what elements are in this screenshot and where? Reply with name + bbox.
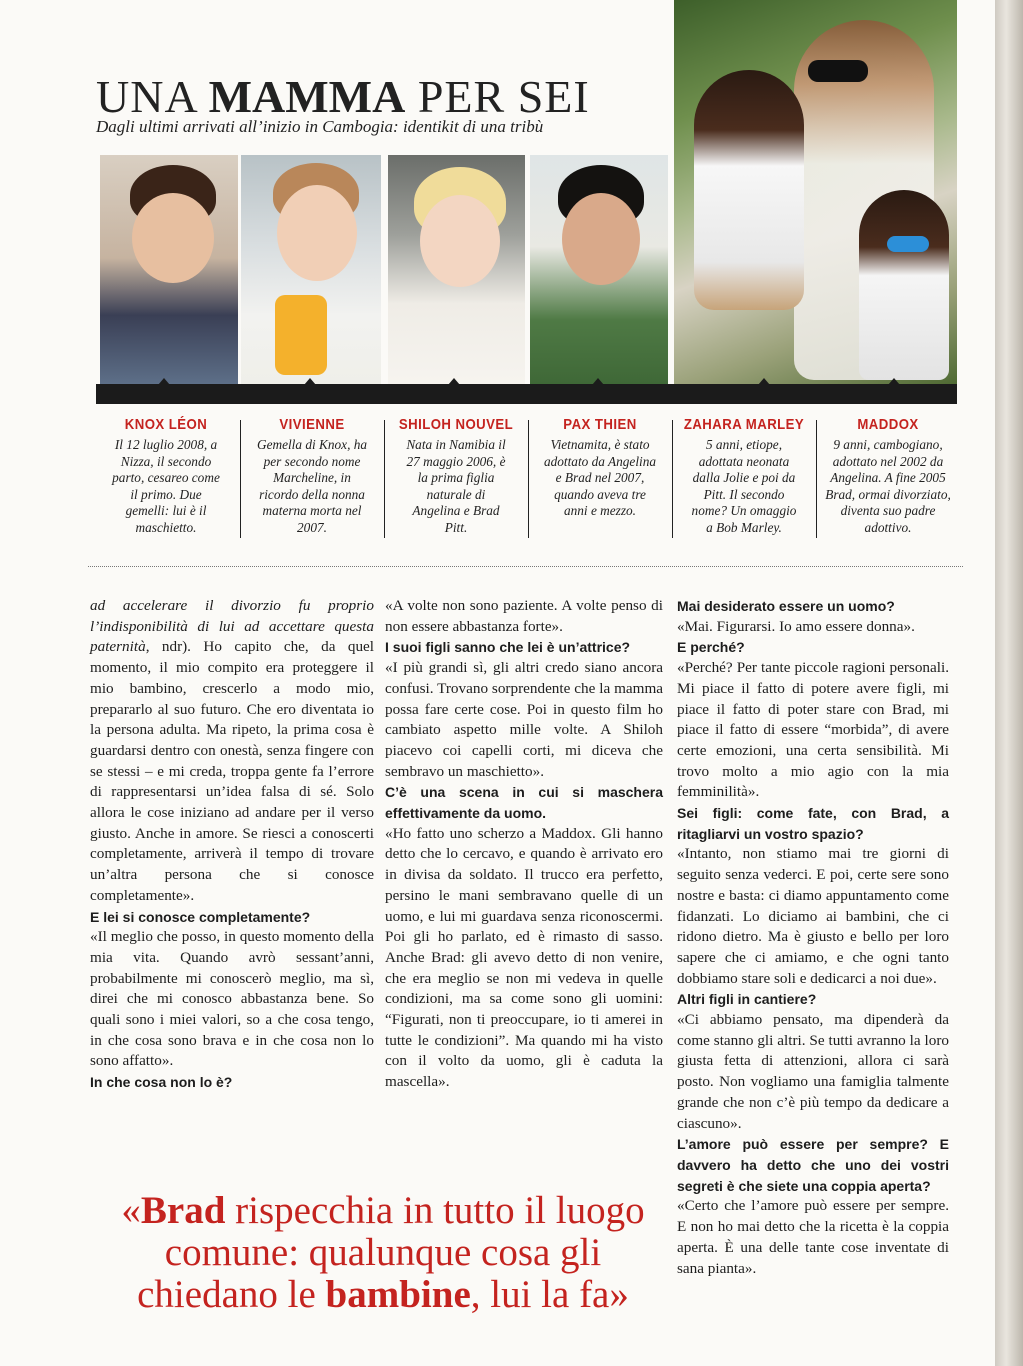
pointer-icon bbox=[888, 378, 900, 385]
page-subtitle: Dagli ultimi arrivati all’inizio in Cambogia: identikit di una tribù bbox=[96, 117, 544, 136]
caption-name: PAX THIEN bbox=[563, 416, 637, 433]
caption-pax bbox=[530, 416, 670, 520]
paragraph: «Perché? Per tante piccole ragioni personali. Mi piace il fatto di potere avere figli, mi piace il fatto di poter stare con Brad, mi piace il fatto di essere “morbida”, di avere certe emozioni, una certa sensibilità. Mi trovo molto a mio agio con la mia femminilità». bbox=[677, 659, 949, 801]
caption-text: Il 12 luglio 2008, a Nizza, il secondo parto, cesareo come il primo. Due gemelli: lui è il maschietto. bbox=[112, 437, 220, 535]
paragraph: «Ci abbiamo pensato, ma dipenderà da come stanno gli altri. Se tutti avranno la loro giusta fetta di attenzioni, allora ci sarà posto. Non vogliamo una famiglia talmente grande che non c’è più tempo da dedicare a ciascuno». bbox=[677, 1011, 949, 1132]
interview-question: Mai desiderato essere un uomo? bbox=[677, 598, 895, 614]
photo-knox bbox=[100, 155, 238, 384]
caption-text: 5 anni, etiope, adottata neonata dalla Jolie e poi da Pitt. Il secondo nome? Un omaggio a Bob Marley. bbox=[691, 437, 797, 535]
caption-text: 9 anni, cambogiano, adottato nel 2002 da Angelina. A fine 2005 Brad, ormai divorziato, diventa suo padre adottivo. bbox=[825, 437, 951, 535]
caption-text: Gemella di Knox, ha per secondo nome Marcheline, in ricordo della nonna materna morta nel 2007. bbox=[256, 437, 368, 535]
interview-question: In che cosa non lo è? bbox=[90, 1074, 233, 1091]
photo-angelina-zahara-maddox bbox=[674, 0, 957, 384]
paragraph: «Intanto, non stiamo mai tre giorni di seguito senza vederci. E poi, certe sere sono nostre e basta: ci diamo appuntamento come fidanzati. Lo diciamo ai bambini, che ci ridono dietro. Ma è giusto e bello per loro sapere che ci amiamo, e che ogni tanto dobbiamo stare soli e dedicarci a noi due». bbox=[677, 845, 949, 987]
pointer-icon bbox=[158, 378, 170, 385]
divider bbox=[240, 420, 241, 538]
page-title: UNA MAMMA PER SEI bbox=[96, 71, 590, 122]
divider bbox=[528, 420, 529, 538]
caption-vivienne bbox=[242, 416, 382, 537]
divider bbox=[672, 420, 673, 538]
pointer-icon bbox=[592, 378, 604, 385]
paragraph: «Il meglio che posso, in questo momento della mia vita. Quando avrò sessant’anni, probabilmente mi conoscerò meglio, ma sì, direi che mi conosco abbastanza bene. So quali sono i miei valori, so a che cosa tengo, in che cosa sono brava e in che cosa non lo sono affatto». bbox=[90, 928, 374, 1070]
paragraph: «Certo che l’amore può essere per sempre. E non ho mai detto che la ricetta è la coppia aperta. È una delle tante cose inventate di sana pianta». bbox=[677, 1197, 949, 1277]
interview-question: C’è una scena in cui si maschera effettivamente da uomo. bbox=[385, 784, 663, 822]
paragraph: «I più grandi sì, gli altri credo siano ancora confusi. Trovano sorprendente che la mamma possa fare certe cose. Poi in questo film ho cambiato aspetto mille volte. A Shiloh piacevo coi capelli corti, mi diceva che sembravo un maschietto». bbox=[385, 659, 663, 780]
photo-shiloh bbox=[388, 155, 525, 384]
divider bbox=[816, 420, 817, 538]
photo-vivienne bbox=[241, 155, 381, 384]
caption-name: SHILOH NOUVEL bbox=[398, 416, 514, 433]
caption-name: ZAHARA MARLEY bbox=[683, 416, 805, 433]
interview-question: Altri figli in cantiere? bbox=[677, 991, 817, 1008]
pointer-icon bbox=[304, 378, 316, 385]
caption-zahara bbox=[674, 416, 814, 537]
paragraph: ad accelerare il divorzio fu proprio l’indisponibilità di lui ad accettare questa paternità, ndr). Ho capito che, da quel momento, il mio compito era proteggere il mio bambino, crescerlo a modo mio, prepararlo al suo futuro. Che ero diventata io la persona adulta. Ma ripeto, la prima cosa è guardarsi dentro con onestà, senza fingere con se stessi – e mi creda, troppa gente fa l’errore di rappresentarsi un’idea falsa di sé. Solo allora le cose iniziano ad andare per il verso giusto. Anche in amore. Se riesci a conoscerti completamente, arriverà il tempo di trovare un’altra persona che si conosce completamente». bbox=[90, 597, 374, 904]
caption-knox bbox=[96, 416, 236, 537]
sunglasses-icon bbox=[808, 60, 868, 82]
caption-name: VIVIENNE bbox=[279, 416, 345, 433]
divider bbox=[384, 420, 385, 538]
caption-maddox bbox=[818, 416, 958, 537]
pointer-icon bbox=[448, 378, 460, 385]
interview-question: I suoi figli sanno che lei è un’attrice? bbox=[385, 639, 631, 656]
interview-question: E perché? bbox=[677, 639, 745, 656]
page-gutter bbox=[995, 0, 1023, 1366]
caption-name: MADDOX bbox=[857, 416, 919, 433]
photo-band bbox=[96, 384, 957, 404]
caption-name: KNOX LÉON bbox=[124, 416, 208, 433]
pointer-icon bbox=[758, 378, 770, 385]
photo-pax bbox=[530, 155, 668, 384]
caption-text: Vietnamita, è stato adottato da Angelina e Brad nel 2007, quando aveva tre anni e mezzo. bbox=[543, 437, 657, 519]
interview-question: E lei si conosce completamente? bbox=[90, 908, 311, 925]
paragraph: «Ho fatto uno scherzo a Maddox. Gli hanno detto che lo cercavo, e quando è arrivato ero in divisa da soldato. Il trucco era perfetto, persino le mani sembravano quelle di un uomo, e lui mi guardava senza riconoscermi. Poi gli ho parlato, ed è rimasto di sasso. Anche Brad: gli avevo detto di non venire, che era meglio se non mi vedeva in quelle condizioni, ma sa come sono gli uomini: “Figurati, non ti preoccupare, io ti amerei in tutte le condizioni”. Ma quando mi ha visto con il volto da uomo, gli è caduta la mascella». bbox=[385, 824, 663, 1091]
interview-question: L’amore può essere per sempre? E davvero ha detto che uno dei vostri segreti è che siete una coppia aperta? bbox=[677, 1136, 949, 1194]
caption-shiloh bbox=[386, 416, 526, 537]
pull-quote: «Brad rispecchia in tutto il luogo comune: qualunque cosa gli chiedano le bambine, lui la fa» bbox=[121, 1189, 645, 1316]
paragraph: «A volte non sono paziente. A volte penso di non essere abbastanza forte». bbox=[385, 597, 663, 635]
caption-text: Nata in Namibia il 27 maggio 2006, è la prima figlia naturale di Angelina e Brad Pitt. bbox=[406, 437, 506, 535]
article-column-2 bbox=[385, 596, 663, 1093]
interview-question: Sei figli: come fate, con Brad, a ritagliarvi un vostro spazio? bbox=[677, 805, 949, 842]
dotted-separator bbox=[88, 566, 963, 567]
paragraph: «Mai. Figurarsi. Io amo essere donna». bbox=[677, 617, 915, 635]
article-column-1 bbox=[90, 596, 374, 1093]
article-column-3 bbox=[677, 596, 949, 1279]
star-glasses-icon bbox=[887, 236, 929, 252]
